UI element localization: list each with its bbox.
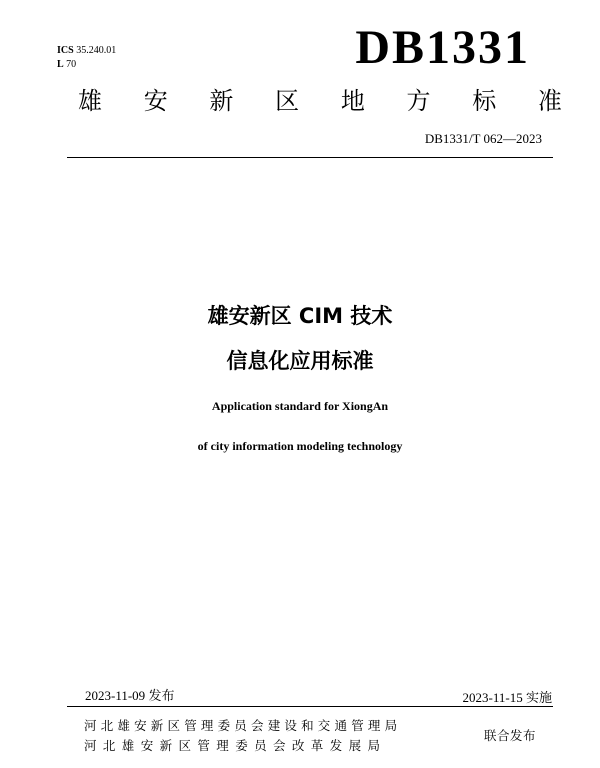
ccs-code: 70: [66, 59, 77, 70]
footer-divider: [67, 706, 553, 707]
issuer-line2: 河北雄安新区管理委员会改革发展局: [84, 738, 387, 753]
effective-date-line: [463, 690, 552, 707]
standard-type-char: 方: [406, 87, 431, 115]
ccs-label: L: [57, 59, 64, 70]
issuer-line1: 河北雄安新区管理委员会建设和交通管理局: [84, 718, 402, 733]
standard-type: [78, 84, 562, 118]
standard-type-char: 新: [209, 87, 234, 115]
title-cn-line1: 雄安新区 CIM 技术: [207, 304, 393, 328]
classification-codes: [57, 44, 116, 72]
issue-label: 发布: [148, 689, 175, 704]
standard-type-char: 标: [472, 87, 497, 115]
ics-code: 35.240.01: [76, 45, 117, 56]
joint-issue-label: 联合发布: [484, 728, 537, 743]
effective-date: 2023-11-15: [462, 690, 523, 705]
db-code: DB1331: [355, 21, 530, 74]
effective-label: 实施: [525, 691, 552, 706]
standard-type-char: 雄: [78, 87, 102, 115]
title-en-line2: of city information modeling technology: [197, 439, 403, 453]
standard-type-char: 准: [537, 87, 562, 115]
header-divider: [67, 157, 553, 158]
title-en-line1: Application standard for XiongAn: [211, 399, 389, 413]
issue-date-line: [85, 688, 174, 705]
ccs-line: [57, 58, 116, 72]
ics-line: [57, 44, 116, 58]
issue-date: 2023-11-09: [85, 688, 146, 703]
standard-number: DB1331/T 062—2023: [424, 131, 542, 146]
standard-type-char: 安: [143, 87, 168, 115]
standard-type-char: 地: [340, 87, 365, 115]
ics-label: ICS: [57, 45, 74, 56]
standard-type-char: 区: [275, 87, 300, 115]
title-cn-line2: 信息化应用标准: [226, 349, 374, 373]
